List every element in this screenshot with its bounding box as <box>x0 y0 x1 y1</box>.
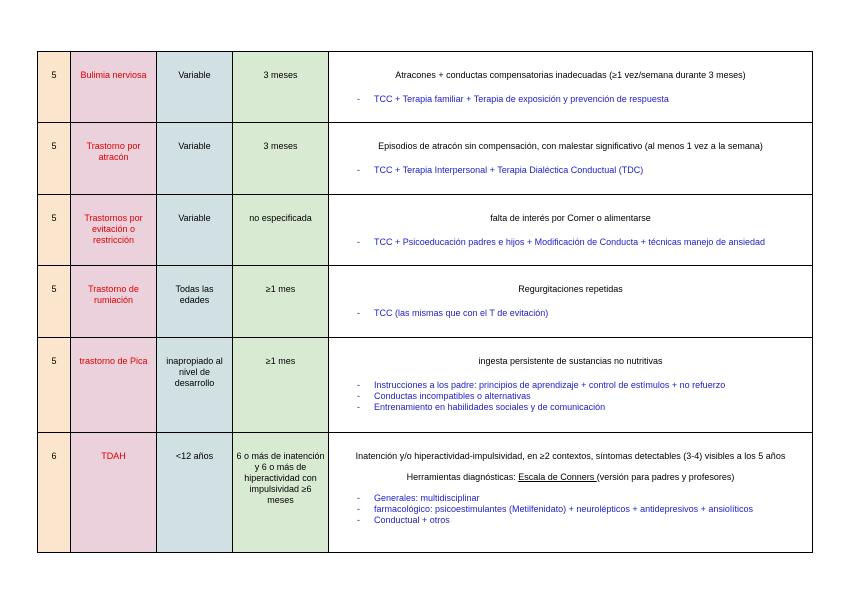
disorder-name: TDAH <box>71 433 157 553</box>
treatment-item: - Conductas incompatibles o alternativas <box>357 391 806 402</box>
criteria-text: Atracones + conductas compensatorias inadecuadas (≥1 vez/semana durante 3 meses) <box>395 70 746 80</box>
disorder-name: Trastornos por evitación o restricción <box>71 195 157 266</box>
dsm-chapter: 5 <box>38 266 71 338</box>
criteria-text: Inatención y/o hiperactividad-impulsividad, en ≥2 contextos, síntomas detectables (3-4) visibles a los 5 años <box>355 451 786 461</box>
dsm-chapter: 5 <box>38 338 71 433</box>
tools-prefix: Herramientas diagnósticas: <box>406 472 519 482</box>
treatment-item: - Conductual + otros <box>357 515 806 526</box>
table-row <box>38 52 813 123</box>
dsm-chapter: 6 <box>38 433 71 553</box>
treatment-list <box>335 94 806 105</box>
description-cell <box>329 195 813 266</box>
disorder-name: Bulimia nerviosa <box>71 52 157 123</box>
dsm-chapter: 5 <box>38 195 71 266</box>
treatment-item: - Entrenamiento en habilidades sociales y de comunicación <box>357 402 806 413</box>
duration: 3 meses <box>233 123 329 195</box>
criteria-text: Regurgitaciones repetidas <box>518 284 623 294</box>
criteria-text: Episodios de atracón sin compensación, con malestar significativo (al menos 1 vez a la semana) <box>378 141 763 151</box>
treatment-list <box>335 165 806 176</box>
disorder-name: Trastorno por atracón <box>71 123 157 195</box>
disorder-name: Trastorno de rumiación <box>71 266 157 338</box>
treatment-item: - TCC + Terapia Interpersonal + Terapia Dialéctica Conductual (TDC) <box>357 165 806 176</box>
treatment-item: - farmacológico: psicoestimulantes (Metilfenidato) + neurolépticos + antidepresivos + ansiolíticos <box>357 504 806 515</box>
conners-scale-link[interactable]: Escala de Conners <box>518 472 597 482</box>
treatment-list <box>335 380 806 413</box>
table-row <box>38 123 813 195</box>
duration: 6 o más de inatención y 6 o más de hiperactividad con impulsividad ≥6 meses <box>233 433 329 553</box>
criteria-text: ingesta persistente de sustancias no nutritivas <box>478 356 663 366</box>
treatment-item: - TCC + Psicoeducación padres e hijos + Modificación de Conducta + técnicas manejo de ansiedad <box>357 237 806 248</box>
treatment-list <box>335 493 806 526</box>
duration: no especificada <box>233 195 329 266</box>
treatment-item: - Generales: multidisciplinar <box>357 493 806 504</box>
tools-suffix: (versión para padres y profesores) <box>596 472 735 482</box>
age-onset: Variable <box>157 52 233 123</box>
duration: ≥1 mes <box>233 338 329 433</box>
age-onset: Todas las edades <box>157 266 233 338</box>
treatment-list <box>335 237 806 248</box>
description-cell <box>329 266 813 338</box>
age-onset: <12 años <box>157 433 233 553</box>
age-onset: Variable <box>157 195 233 266</box>
disorder-name: trastorno de Pica <box>71 338 157 433</box>
duration: 3 meses <box>233 52 329 123</box>
treatment-item: - Instrucciones a los padre: principios de aprendizaje + control de estímulos + no refuerzo <box>357 380 806 391</box>
table-row <box>38 266 813 338</box>
disorders-table <box>37 51 813 553</box>
table-row <box>38 433 813 553</box>
duration: ≥1 mes <box>233 266 329 338</box>
age-onset: inapropiado al nivel de desarrollo <box>157 338 233 433</box>
table-row <box>38 195 813 266</box>
treatment-list <box>335 308 806 319</box>
criteria-text: falta de interés por Comer o alimentarse <box>490 213 651 223</box>
table-row <box>38 338 813 433</box>
treatment-item: - TCC + Terapia familiar + Terapia de exposición y prevención de respuesta <box>357 94 806 105</box>
dsm-chapter: 5 <box>38 123 71 195</box>
age-onset: Variable <box>157 123 233 195</box>
description-cell <box>329 433 813 553</box>
description-cell <box>329 52 813 123</box>
treatment-item: - TCC (las mismas que con el T de evitación) <box>357 308 806 319</box>
dsm-chapter: 5 <box>38 52 71 123</box>
diagnostic-tools <box>335 472 806 483</box>
description-cell <box>329 338 813 433</box>
description-cell <box>329 123 813 195</box>
